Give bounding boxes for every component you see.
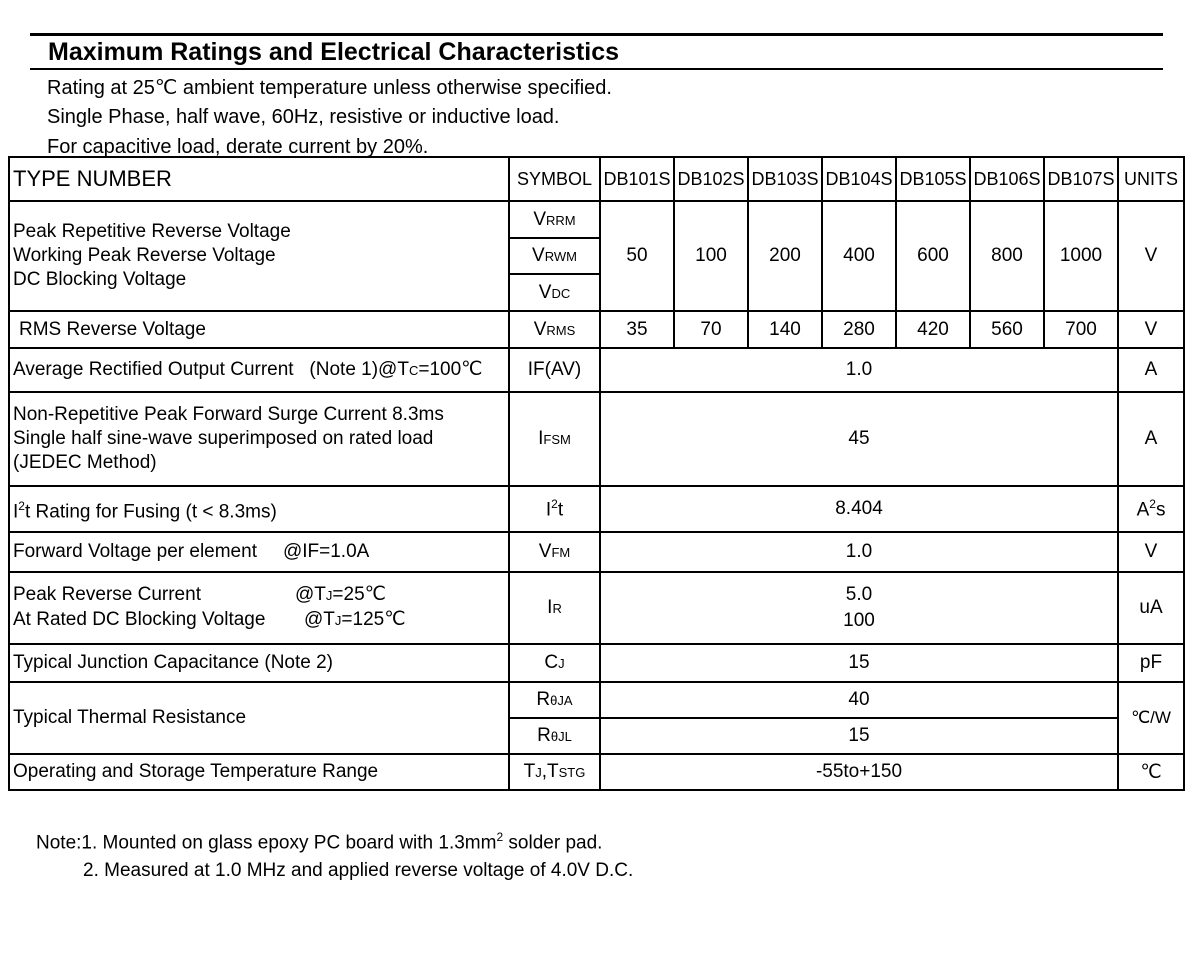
- part-header: DB106S: [970, 157, 1044, 201]
- avg-current-param: Average Rectified Output Current (Note 1)@TC=100℃: [9, 348, 509, 392]
- value-cell: 140: [748, 311, 822, 348]
- unit-cell: pF: [1118, 644, 1184, 682]
- value-cell: 35: [600, 311, 674, 348]
- param-line: At Rated DC Blocking Voltage @TJ=125℃: [13, 609, 406, 630]
- unit-cell: A: [1118, 348, 1184, 392]
- ir-param-cell: [9, 572, 509, 644]
- symbol-header: SYMBOL: [509, 157, 600, 201]
- type-number-header: TYPE NUMBER: [9, 157, 509, 201]
- surge-param-cell: [9, 392, 509, 486]
- value-cell: 8.404: [600, 486, 1118, 532]
- symbol-vrms: VRMS: [509, 311, 600, 348]
- symbol-rthjl: RθJL: [509, 718, 600, 754]
- value-cell: 600: [896, 201, 970, 311]
- value-cell: 15: [600, 718, 1118, 754]
- symbol-vrwm: VRWM: [509, 238, 600, 274]
- value-cell: 400: [822, 201, 896, 311]
- symbol-vdc: VDC: [509, 274, 600, 311]
- doc-title: Maximum Ratings and Electrical Characteristics: [48, 38, 620, 66]
- unit-cell: V: [1118, 311, 1184, 348]
- unit-cell: V: [1118, 201, 1184, 311]
- value-cell: 45: [600, 392, 1118, 486]
- note-1: Note:1. Mounted on glass epoxy PC board with $1.3mm^2$ solder pad.: [36, 830, 603, 854]
- param-line: Non-Repetitive Peak Forward Surge Current 8.3ms: [13, 404, 444, 425]
- vf-param: Forward Voltage per element @IF=1.0A: [9, 532, 509, 572]
- value-cell: 420: [896, 311, 970, 348]
- value-cell: 50: [600, 201, 674, 311]
- i2t-row: [9, 486, 1184, 532]
- title-underline: [30, 68, 1163, 70]
- param-line: Single half sine-wave superimposed on rated load: [13, 428, 434, 449]
- value-cell: 15: [600, 644, 1118, 682]
- ratings-table: [8, 156, 1185, 791]
- symbol-vrrm: VRRM: [509, 201, 600, 238]
- value-cell: 5.0 100: [600, 572, 1118, 644]
- symbol-i2t: $I^2t$: [509, 486, 600, 532]
- temp-row: [9, 754, 1184, 790]
- voltage-param-cell: [9, 201, 509, 311]
- part-header: DB105S: [896, 157, 970, 201]
- value-cell: 100: [674, 201, 748, 311]
- units-header: UNITS: [1118, 157, 1184, 201]
- symbol-ifav: IF(AV): [509, 348, 600, 392]
- unit-cell: ℃/W: [1118, 682, 1184, 754]
- value-cell: 280: [822, 311, 896, 348]
- symbol-ir: IR: [509, 572, 600, 644]
- voltage-row: [9, 201, 1184, 238]
- avg-current-row: [9, 348, 1184, 392]
- part-header: DB103S: [748, 157, 822, 201]
- value-cell: 1.0: [600, 532, 1118, 572]
- param-line: (JEDEC Method): [13, 452, 157, 473]
- unit-cell: $A^2s$: [1118, 486, 1184, 532]
- unit-cell: A: [1118, 392, 1184, 486]
- param-line: Peak Repetitive Reverse Voltage: [13, 221, 291, 242]
- rms-row: [9, 311, 1184, 348]
- subtitle-line-2: Single Phase, half wave, 60Hz, resistive or inductive load.: [47, 106, 560, 128]
- i2t-param: $I^2t$ Rating for Fusing (t < 8.3ms): [9, 486, 509, 532]
- subtitle-line-1: Rating at 25℃ ambient temperature unless otherwise specified.: [47, 77, 612, 99]
- unit-cell: V: [1118, 532, 1184, 572]
- surge-row: [9, 392, 1184, 486]
- part-header: DB107S: [1044, 157, 1118, 201]
- thermal-row: [9, 682, 1184, 718]
- cj-row: [9, 644, 1184, 682]
- note-2: 2. Measured at 1.0 MHz and applied reverse voltage of 4.0V D.C.: [83, 860, 634, 882]
- subtitle-line-3: For capacitive load, derate current by 20%.: [47, 136, 429, 158]
- value-cell: 1000: [1044, 201, 1118, 311]
- unit-cell: ℃: [1118, 754, 1184, 790]
- value-cell: 70: [674, 311, 748, 348]
- temp-param: Operating and Storage Temperature Range: [9, 754, 509, 790]
- unit-cell: uA: [1118, 572, 1184, 644]
- symbol-cj: CJ: [509, 644, 600, 682]
- symbol-rthja: RθJA: [509, 682, 600, 718]
- symbol-vfm: VFM: [509, 532, 600, 572]
- param-line: Working Peak Reverse Voltage: [13, 245, 276, 266]
- vf-row: [9, 532, 1184, 572]
- thermal-param: Typical Thermal Resistance: [9, 682, 509, 754]
- symbol-tj-tstg: TJ,TSTG: [509, 754, 600, 790]
- value-cell: 560: [970, 311, 1044, 348]
- header-row: [9, 157, 1184, 201]
- param-line: DC Blocking Voltage: [13, 269, 187, 290]
- value-cell: 800: [970, 201, 1044, 311]
- cj-param: Typical Junction Capacitance (Note 2): [9, 644, 509, 682]
- value-cell: 200: [748, 201, 822, 311]
- ir-row: [9, 572, 1184, 644]
- param-line: Peak Reverse Current @TJ=25℃: [13, 584, 386, 605]
- value-cell: 1.0: [600, 348, 1118, 392]
- symbol-ifsm: IFSM: [509, 392, 600, 486]
- part-header: DB104S: [822, 157, 896, 201]
- value-cell: 700: [1044, 311, 1118, 348]
- part-header: DB101S: [600, 157, 674, 201]
- rms-param: RMS Reverse Voltage: [9, 311, 509, 348]
- top-rule: [30, 33, 1163, 36]
- value-cell: 40: [600, 682, 1118, 718]
- value-cell: -55to+150: [600, 754, 1118, 790]
- part-header: DB102S: [674, 157, 748, 201]
- notes: [36, 823, 633, 885]
